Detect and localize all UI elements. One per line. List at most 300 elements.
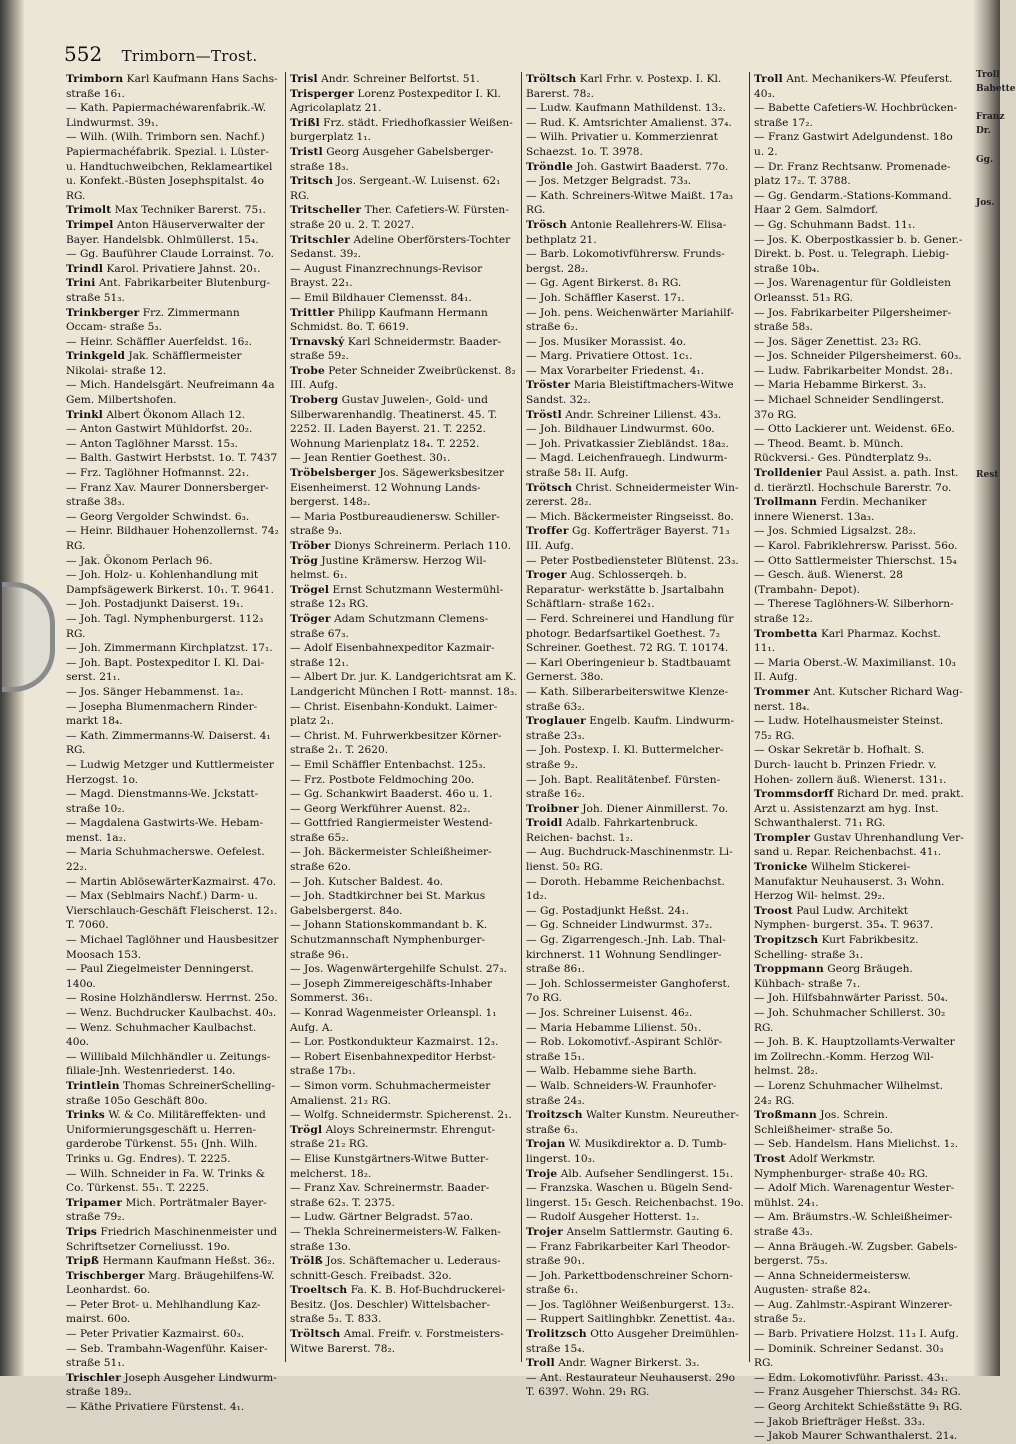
entry-surname: Troibner: [526, 802, 579, 815]
entry-text: — Joseph Zimmereigeschäfts-Inhaber Sommerst. 36₁.: [290, 977, 493, 1005]
directory-entry: [290, 72, 518, 87]
entry-text: Dionys Schreinerm. Perlach 110.: [334, 540, 512, 552]
entry-surname: Tristl: [290, 145, 323, 158]
directory-entry: [66, 524, 280, 553]
directory-entry: [66, 247, 280, 262]
directory-entry: [290, 1254, 518, 1283]
entry-text: — Gg. Schuhmann Badst. 11₁.: [754, 218, 916, 231]
directory-entry: [754, 1240, 964, 1269]
entry-text: — Gg. Gendarm.-Stations-Kommand. Haar 2 Gem. Salmdorf.: [754, 189, 952, 217]
directory-entry: [526, 568, 746, 612]
entry-text: Adalb. Fahrkartenbruck. Reichen- bachst. 1₂.: [526, 817, 698, 844]
entry-text: — Oskar Sekretär b. Hofhalt. S. Durch- laucht b. Prinzen Friedr. v. Hohen- zollern äuß. Wienerst. 131₁.: [754, 744, 947, 786]
directory-entry: [66, 262, 280, 277]
directory-entry: [66, 1254, 280, 1269]
directory-entry: [754, 597, 964, 626]
directory-entry: [290, 451, 518, 466]
entry-text: Joh. Gastwirt Baaderst. 77o.: [576, 160, 729, 173]
entry-text: — Joh. B. K. Hauptzollamts-Verwalter im Zollrechn.-Komm. Herzog Wil- helmst. 28₂.: [754, 1036, 955, 1078]
entry-text: — Magd. Dienstmanns-We. Jckstatt- straße 10₂.: [66, 788, 259, 815]
entry-text: — Joh. Bapt. Realitätenbef. Fürsten- straße 16₂.: [526, 773, 721, 801]
entry-text: — Franz Xav. Maurer Donnersberger- straße 38₃.: [66, 481, 269, 509]
entry-text: — Rudolf Ausgeher Hotterst. 1₂.: [526, 1211, 700, 1224]
entry-text: Karl Frhr. v. Postexp. I. Kl. Barerst. 78₂.: [526, 73, 722, 100]
column-1: [66, 72, 280, 1415]
directory-entry: [754, 189, 964, 218]
directory-entry: [290, 787, 518, 802]
column-4: [754, 72, 964, 1444]
directory-entry: [526, 364, 746, 379]
entry-text: — Dr. Franz Rechtsanw. Promenade- platz 17₂. T. 3788.: [754, 160, 951, 188]
entry-text: — Robert Eisenbahnexpeditor Herbst- straße 17b₁.: [290, 1050, 496, 1078]
directory-entry: [754, 393, 964, 422]
entry-text: — Kath. Silberarbeiterswitwe Klenze- straße 63₂.: [526, 685, 729, 713]
directory-entry: [526, 408, 746, 423]
entry-text: — Joh. Zimmermann Kirchplatzst. 17₁.: [66, 642, 273, 655]
directory-entry: [754, 554, 964, 569]
entry-surname: Trips: [66, 1225, 98, 1238]
entry-text: — Wolfg. Schneidermstr. Spicherenst. 2₁.: [290, 1109, 512, 1122]
entry-text: — Joh. Postadjunkt Daiserst. 19₁.: [66, 598, 244, 611]
entry-text: Mich. Porträtmaler Bayer- straße 79₂.: [66, 1196, 267, 1224]
entry-text: — Walb. Hebamme siehe Barth.: [526, 1065, 697, 1078]
directory-entry: [290, 539, 518, 554]
edge-fragment: Dr.: [976, 126, 991, 136]
directory-entry: [754, 349, 964, 364]
directory-entry: [290, 773, 518, 788]
entry-text: — Heinr. Schäffler Auerfeldst. 16₂.: [66, 335, 252, 348]
entry-text: — Anton Gastwirt Mühldorfst. 20₂.: [66, 423, 253, 436]
directory-entry: [290, 466, 518, 510]
directory-entry: [290, 875, 518, 890]
column-3: [526, 72, 746, 1400]
directory-entry: [66, 1400, 280, 1415]
entry-text: — Jak. Ökonom Perlach 96.: [66, 554, 213, 567]
entry-surname: Troberg: [290, 394, 339, 407]
directory-entry: [66, 889, 280, 933]
directory-entry: [754, 656, 964, 685]
entry-text: — Heinr. Bildhauer Hohenzollernst. 74₂ RG.: [66, 525, 279, 552]
entry-text: — Wilh. Schneider in Fa. W. Trinks & Co. Türkenst. 55₁. T. 2225.: [66, 1167, 265, 1195]
directory-entry: [526, 174, 746, 189]
directory-entry: [754, 962, 964, 991]
entry-text: Georg Ausgeher Gabelsberger- straße 18₃.: [290, 145, 494, 173]
entry-text: — Ludw. Hotelhausmeister Steinst. 75₂ RG.: [754, 715, 944, 742]
entry-text: — Joh. Bildhauer Lindwurmst. 60o.: [526, 423, 715, 436]
directory-entry: [754, 1269, 964, 1298]
entry-text: Richard Dr. med. prakt. Arzt u. Assistenzarzt am hyg. Inst. Schwanthalerst. 71₁ RG.: [754, 788, 964, 830]
column-divider: [521, 72, 522, 1362]
entry-text: — Doroth. Hebamme Reichenbachst. 1d₂.: [526, 875, 725, 903]
entry-text: — Jakob Briefträger Heßst. 33₃.: [754, 1415, 926, 1428]
entry-text: W. Musikdirektor a. D. Tumb- lingerst. 10₃.: [526, 1138, 727, 1165]
entry-text: — Joh. Bapt. Postexpeditor I. Kl. Dai- serst. 21₁.: [66, 656, 265, 684]
directory-entry: [66, 933, 280, 962]
entry-text: Andr. Schreiner Belfortst. 51.: [321, 73, 480, 85]
entry-text: Maria Bleistiftmachers-Witwe Sandst. 32₂.: [526, 379, 734, 407]
directory-entry: [290, 1181, 518, 1210]
directory-entry: [526, 276, 746, 291]
directory-entry: [754, 1327, 964, 1342]
entry-text: Engelb. Kaufm. Lindwurm- straße 23₃.: [526, 715, 735, 742]
entry-text: — Karl Oberingenieur b. Stadtbauamt Gernerst. 38o.: [526, 656, 731, 684]
directory-entry: [526, 933, 746, 977]
directory-entry: [66, 597, 280, 612]
entry-text: — Ant. Restaurateur Neuhauserst. 29o T. 6397. Wohn. 29₁ RG.: [526, 1371, 736, 1399]
entry-text: — Peter Privatier Kazmairst. 60₃.: [66, 1328, 245, 1341]
entry-surname: Troglauer: [526, 715, 586, 728]
directory-entry: [66, 1298, 280, 1327]
edge-fragment: Rest: [976, 470, 999, 480]
entry-text: — Jos. Sänger Hebammenst. 1a₂.: [66, 685, 244, 698]
entry-surname: Trinkberger: [66, 306, 140, 319]
entry-text: — Rob. Lokomotivf.-Aspirant Schlör- straße 15₁.: [526, 1036, 723, 1063]
entry-text: — Maria Schuhmacherswe. Oefelest. 22₂.: [66, 846, 265, 874]
directory-entry: [290, 145, 518, 174]
entry-text: — Michael Taglöhner und Hausbesitzer Moosach 153.: [66, 934, 279, 961]
directory-entry: [66, 700, 280, 729]
entry-surname: Trommer: [754, 685, 810, 698]
directory-entry: [290, 116, 518, 145]
entry-surname: Tripamer: [66, 1196, 123, 1209]
entry-text: — Barb. Privatiere Holzst. 11₃ I. Aufg.: [754, 1328, 959, 1341]
entry-text: — Ludw. Fabrikarbeiter Mondst. 28₁.: [754, 364, 953, 377]
entry-text: Paul Assist. a. path. Inst. d. tierärztl. Hochschule Barerstr. 7o.: [754, 467, 959, 494]
entry-text: Georg Bräugeh. Kühbach- straße 7₁.: [754, 963, 913, 990]
directory-entry: [66, 451, 280, 466]
directory-entry: [66, 1196, 280, 1225]
directory-entry: [754, 422, 964, 437]
directory-entry: [754, 1210, 964, 1239]
directory-entry: [526, 685, 746, 714]
entry-text: — Am. Bräumstrs.-W. Schleißheimer- straße 43₃.: [754, 1211, 953, 1238]
directory-entry: [754, 991, 964, 1006]
entry-text: — Franz Ausgeher Thierschst. 34₂ RG.: [754, 1386, 961, 1399]
entry-text: — Anna Bräugeh.-W. Zugsber. Gabels- bergerst. 75₃.: [754, 1240, 958, 1268]
entry-text: — Otto Sattlermeister Thierschst. 15₄: [754, 554, 957, 567]
entry-text: W. & Co. Militäreffekten- und Uniformierungsgeschäft u. Herren- garderobe Türkenst. 55₁ (Jnh. Wilh. Trinks u. Gg. Endres). T. 2225.: [66, 1109, 266, 1165]
directory-entry: [66, 875, 280, 890]
entry-surname: Trindl: [66, 262, 104, 275]
entry-surname: Trisperger: [290, 87, 355, 100]
entry-text: — Rud. K. Amtsrichter Amalienst. 37₄.: [526, 116, 732, 129]
edge-fragment: Franz: [976, 112, 1005, 122]
directory-entry: [754, 568, 964, 597]
entry-text: — Kath. Schreiners-Witwe Maißt. 17a₃ RG.: [526, 189, 734, 217]
entry-text: — Joh. pens. Weichenwärter Mariahilf- straße 6₂.: [526, 306, 734, 334]
directory-entry: [754, 1415, 964, 1430]
entry-surname: Trobe: [290, 364, 325, 377]
entry-text: — Ferd. Schreinerei und Handlung für photogr. Bedarfsartikel Goethest. 7₂ Schreiner. Goethest. 72 RG. T. 10174.: [526, 612, 734, 655]
entry-text: — Gesch. äuß. Wienerst. 28 (Trambahn- Depot).: [754, 569, 903, 596]
entry-text: Jos. Sägewerksbesitzer Eisenheimerst. 12 Wohnung Lands- bergerst. 148₂.: [290, 467, 505, 509]
entry-text: — Jos. Schneider Pilgersheimerst. 60₃.: [754, 350, 962, 363]
directory-entry: [754, 1385, 964, 1400]
entry-text: — Theod. Beamt. b. Münch. Rückversi.- Ges. Pündterplatz 9₃.: [754, 437, 932, 465]
entry-text: — Jean Rentier Goethest. 30₁.: [290, 452, 451, 465]
entry-text: — Gg. Schneider Lindwurmst. 37₂.: [526, 919, 713, 932]
directory-entry: [290, 816, 518, 845]
entry-surname: Trompler: [754, 831, 811, 844]
directory-entry: [66, 72, 280, 101]
entry-text: — Gg. Postadjunkt Heßst. 24₁.: [526, 904, 689, 917]
directory-entry: [526, 554, 746, 569]
directory-entry: [754, 933, 964, 962]
entry-text: Gustav Juwelen-, Gold- und Silberwarenhandlg. Theatinerst. 45. T. 2252. II. Laden Bayerst. 21. T. 2252. Wohnung Marienplatz 18₄. T. 2252.: [290, 394, 498, 450]
directory-entry: [66, 554, 280, 569]
entry-text: Aug. Schlosserqeh. b. Reparatur- werkstätte b. Jsartalbahn Schäftlarn- straße 162₁.: [526, 569, 725, 611]
entry-text: — Paul Ziegelmeister Denningerst. 140o.: [66, 963, 254, 990]
directory-entry: [66, 1327, 280, 1342]
directory-entry: [290, 1225, 518, 1254]
directory-entry: [66, 218, 280, 247]
entry-text: — Babette Cafetiers-W. Hochbrücken- straße 17₂.: [754, 102, 958, 129]
directory-entry: [526, 247, 746, 276]
column-divider: [749, 72, 750, 1362]
directory-entry: [66, 510, 280, 525]
entry-surname: Troffer: [526, 525, 569, 538]
edge-fragment: Gg.: [976, 155, 994, 165]
directory-entry: [66, 568, 280, 597]
directory-entry: [66, 130, 280, 203]
entry-text: Peter Schneider Zweibrückenst. 8₂ III. Aufg.: [290, 364, 516, 392]
directory-entry: [754, 1181, 964, 1210]
entry-text: — Ludw. Kaufmann Mathildenst. 13₂.: [526, 102, 726, 115]
directory-entry: [66, 962, 280, 991]
entry-text: — Jos. K. Oberpostkassier b. b. Gener.- Direkt. b. Post. u. Telegraph. Liebig- straße 10b₄.: [754, 233, 963, 275]
entry-text: Wilhelm Stickerei-Manufaktur Neuhauserst. 3₁ Wohn. Herzog Wil- helmst. 29₂.: [754, 861, 945, 903]
directory-entry: [66, 203, 280, 218]
directory-entry: [754, 1108, 964, 1137]
directory-entry: [290, 1152, 518, 1181]
entry-text: — Joh. Parkettbodenschreiner Schorn- straße 6₁.: [526, 1269, 733, 1297]
directory-entry: [290, 1327, 518, 1356]
directory-entry: [526, 218, 746, 247]
entry-text: — Johann Stationskommandant b. K. Schutzmannschaft Nymphenburger- straße 96₁.: [290, 919, 488, 961]
directory-entry: [754, 364, 964, 379]
directory-entry: [526, 1167, 746, 1182]
entry-text: — Wilh. (Wilh. Trimborn sen. Nachf.) Papiermachéfabrik. Spezial. i. Lüster- u. Handtuchweibchen, Reklameartikel u. Konfekt.-Büsten Josephspitalst. 4o RG.: [66, 131, 273, 202]
entry-surname: Trintlein: [66, 1079, 120, 1092]
entry-surname: Trittler: [290, 306, 335, 319]
entry-surname: Trost: [754, 1152, 786, 1165]
directory-entry: [290, 1079, 518, 1108]
directory-entry: [526, 802, 746, 817]
entry-text: Marg. Bräugehilfens-W. Leonhardst. 6o.: [66, 1269, 275, 1297]
directory-entry: [290, 977, 518, 1006]
directory-entry: [526, 422, 746, 437]
directory-entry: [290, 700, 518, 729]
directory-entry: [290, 1035, 518, 1050]
entry-surname: Trögel: [290, 583, 330, 596]
entry-surname: Troitzsch: [526, 1109, 583, 1122]
directory-entry: [526, 437, 746, 452]
column-divider: [285, 72, 286, 1362]
entry-text: — Wenz. Buchdrucker Kaulbachst. 40₃.: [66, 1007, 277, 1019]
entry-text: — Gg. Agent Birkerst. 8₁ RG.: [526, 277, 682, 290]
entry-text: Thomas SchreinerSchelling- straße 105o Geschäft 80o.: [66, 1079, 275, 1107]
directory-entry: [526, 72, 746, 101]
entry-text: — Joh. Privatkassier Ziebländst. 18a₂.: [526, 437, 729, 450]
directory-entry: [66, 845, 280, 874]
entry-text: — Elise Kunstgärtners-Witwe Butter- melcherst. 18₂.: [290, 1152, 489, 1180]
directory-entry: [66, 729, 280, 758]
directory-entry: [66, 612, 280, 641]
entry-text: — Anna Schneidermeistersw. Augusten- straße 82₄.: [754, 1269, 911, 1297]
entry-surname: Tröber: [290, 540, 331, 552]
entry-text: — Mich. Bäckermeister Ringseisst. 8o.: [526, 510, 734, 523]
entry-surname: Trißl: [290, 116, 320, 129]
entry-text: Justine Krämersw. Herzog Wil- helmst. 6₁.: [290, 554, 487, 582]
entry-text: — Georg Architekt Schießstätte 9₁ RG.: [754, 1401, 963, 1414]
directory-entry: [66, 758, 280, 787]
entry-text: — Franz Xav. Schreinermstr. Baader- straße 62₃. T. 2375.: [290, 1182, 490, 1209]
entry-surname: Trisl: [290, 73, 318, 85]
entry-text: Friedrich Maschinenmeister und Schriftsetzer Corneliusst. 19o.: [66, 1225, 278, 1253]
entry-surname: Tritsch: [290, 175, 334, 188]
directory-entry: [526, 1108, 746, 1137]
entry-text: — Gg. Bauführer Claude Lorrainst. 7o.: [66, 248, 275, 261]
entry-text: Albert Ökonom Allach 12.: [106, 408, 245, 421]
directory-entry: [526, 130, 746, 159]
directory-entry: [526, 451, 746, 480]
directory-entry: [754, 685, 964, 714]
directory-entry: [754, 101, 964, 130]
directory-entry: [66, 378, 280, 407]
directory-entry: [754, 627, 964, 656]
directory-entry: [66, 466, 280, 481]
entry-text: — Emil Schäffler Entenbachst. 125₃.: [290, 758, 486, 771]
directory-entry: [290, 306, 518, 335]
directory-entry: [290, 203, 518, 232]
directory-entry: [66, 1108, 280, 1166]
directory-entry: [66, 787, 280, 816]
directory-entry: [290, 335, 518, 364]
directory-entry: [66, 1269, 280, 1298]
entry-text: Ther. Cafetiers-W. Fürsten- straße 20 u. 2. T. 2027.: [290, 204, 509, 231]
adjacent-page-edge: [974, 0, 1016, 1376]
directory-entry: [290, 1006, 518, 1035]
directory-entry: [526, 1079, 746, 1108]
entry-surname: Trölß: [290, 1255, 323, 1268]
directory-entry: [66, 335, 280, 350]
entry-text: Adolf Werkmstr. Nymphenburger- straße 40₂ RG.: [754, 1152, 929, 1180]
directory-entry: [754, 1035, 964, 1079]
entry-surname: Tröndle: [526, 160, 574, 173]
entry-text: Jak. Schäfflermeister Nikolai- straße 12.: [66, 350, 242, 377]
entry-text: — Simon vorm. Schuhmachermeister Amalienst. 21₂ RG.: [290, 1079, 491, 1107]
directory-entry: [526, 714, 746, 743]
entry-text: Karl Schneidermstr. Baader- straße 59₂.: [290, 335, 502, 363]
entry-surname: Troje: [526, 1167, 558, 1180]
entry-text: — Christ. M. Fuhrwerkbesitzer Körner- straße 2₁. T. 2620.: [290, 729, 502, 757]
directory-entry: [66, 641, 280, 656]
directory-entry: [526, 1035, 746, 1064]
entry-text: — Seb. Trambahn-Wagenführ. Kaiser- straße 51₁.: [66, 1342, 268, 1370]
entry-surname: Troger: [526, 569, 567, 582]
directory-entry: [66, 1050, 280, 1079]
directory-entry: [526, 335, 746, 350]
entry-text: — Karol. Fabriklehrersw. Parisst. 56o.: [754, 540, 958, 552]
entry-text: Karol. Privatiere Jahnst. 20₁.: [106, 262, 261, 275]
entry-text: — Otto Lackierer unt. Weidenst. 6Eo.: [754, 423, 955, 436]
entry-surname: Tröster: [526, 379, 571, 392]
entry-text: Max Techniker Barerst. 75₁.: [114, 204, 266, 217]
entry-text: — Wenz. Schuhmacher Kaulbachst. 40o.: [66, 1021, 257, 1049]
entry-surname: Trollmann: [754, 496, 818, 509]
directory-entry: [290, 918, 518, 962]
entry-surname: Troll: [754, 73, 783, 85]
directory-entry: [66, 1371, 280, 1400]
entry-surname: Trimpel: [66, 218, 114, 231]
directory-entry: [526, 349, 746, 364]
directory-entry: [754, 160, 964, 189]
directory-entry: [754, 1342, 964, 1371]
directory-entry: [526, 918, 746, 933]
entry-text: Ant. Fabrikarbeiter Blutenburg- straße 51₃.: [66, 277, 271, 304]
directory-entry: [754, 831, 964, 860]
directory-entry: [66, 481, 280, 510]
entry-text: Lorenz Postexpeditor I. Kl. Agricolaplatz 21.: [290, 87, 501, 115]
directory-entry: [66, 685, 280, 700]
entry-text: — Lor. Postkondukteur Kazmairst. 12₃.: [290, 1036, 499, 1049]
entry-surname: Trischler: [66, 1371, 121, 1384]
directory-entry: [526, 1269, 746, 1298]
directory-entry: [754, 1400, 964, 1415]
directory-entry: [754, 860, 964, 904]
paper-clip: [2, 582, 55, 692]
directory-entry: [290, 1050, 518, 1079]
entry-text: — Balth. Gastwirt Herbstst. 1o. T. 7437: [66, 452, 278, 465]
entry-text: — Christ. Eisenbahn-Kondukt. Laimer- platz 2₁.: [290, 700, 498, 728]
entry-surname: Trög: [290, 554, 318, 567]
directory-entry: [526, 160, 746, 175]
entry-text: — Käthe Privatiere Fürstenst. 4₁.: [66, 1401, 245, 1414]
directory-entry: [66, 1342, 280, 1371]
directory-entry: [290, 670, 518, 699]
entry-text: — Edm. Lokomotivführ. Parisst. 43₁.: [754, 1371, 949, 1384]
entry-text: — Jakob Maurer Schwanthalerst. 21₄.: [754, 1430, 958, 1443]
edge-fragment: Babette: [976, 84, 1016, 94]
directory-entry: [754, 378, 964, 393]
entry-text: — August Finanzrechnungs-Revisor Brayst. 22₁.: [290, 262, 483, 290]
entry-text: — Frz. Postbote Feldmoching 20o.: [290, 773, 475, 786]
entry-text: — Dominik. Schreiner Sedanst. 30₃ RG.: [754, 1342, 944, 1370]
entry-text: Ant. Kutscher Richard Wag- nerst. 18₄.: [754, 685, 963, 713]
page-number: 552: [64, 42, 103, 66]
entry-text: — Georg Werkführer Auenst. 82₂.: [290, 802, 471, 815]
directory-entry: [754, 72, 964, 101]
directory-entry: [754, 743, 964, 787]
entry-surname: Trolldenier: [754, 467, 823, 480]
directory-entry: [526, 1356, 746, 1371]
directory-entry: [526, 1327, 746, 1356]
directory-entry: [290, 393, 518, 451]
directory-entry: [66, 276, 280, 305]
directory-entry: [754, 787, 964, 831]
entry-text: — Ludwig Metzger und Kuttlermeister Herzogst. 1o.: [66, 758, 274, 786]
entry-text: — Maria Postbureaudienersw. Schiller- straße 9₃.: [290, 510, 500, 538]
directory-entry: [754, 233, 964, 277]
directory-entry: [66, 816, 280, 845]
entry-text: — Maria Oberst.-W. Maximilianst. 10₃ II. Aufg.: [754, 656, 956, 684]
directory-entry: [754, 1152, 964, 1181]
directory-entry: [66, 1079, 280, 1108]
entry-surname: Troßmann: [754, 1109, 817, 1122]
directory-entry: [754, 335, 964, 350]
entry-text: Anselm Sattlermstr. Gauting 6.: [566, 1225, 733, 1238]
entry-surname: Tröbelsberger: [290, 467, 376, 480]
